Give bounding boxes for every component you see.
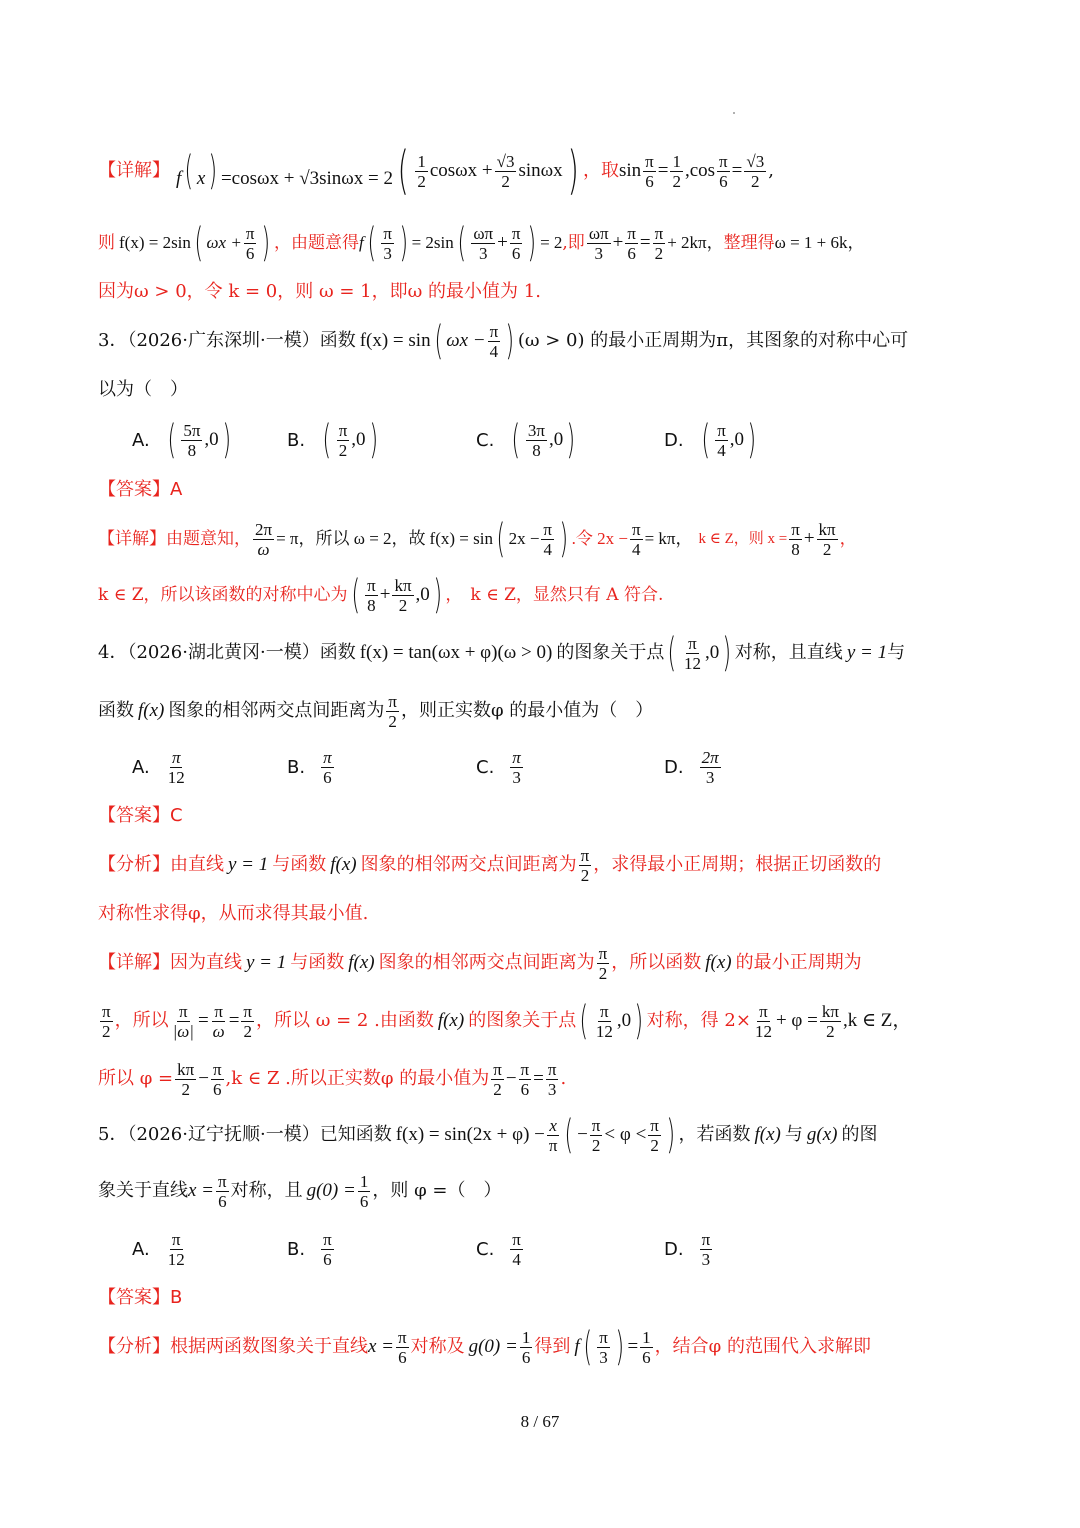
q4-answer: 【答案】 C — [98, 805, 183, 826]
frac-sqrt3-2: $\frac{√3}{2}$ — [496, 151, 515, 191]
q5-stem-line-2: 象关于直线 x = $\frac{\pi}{6}$ 对称，且 g(0) = $\frac{1}{6}$ ，则 φ =（ ） — [98, 1171, 502, 1211]
page-number: 8 / 67 — [520, 1412, 560, 1431]
q4-detail-line-1: 【详解】 因为直线 y = 1 与函数 f(x) 图象的相邻两交点间距离为 π 2 ，所以函数 f(x) 的最小正周期为 — [98, 943, 862, 983]
q3-stem-line-2: 以为（ ） — [98, 379, 188, 400]
stray-dot — [733, 112, 735, 114]
q5-answer: 【答案】 B — [98, 1287, 183, 1308]
q3-answer: 【答案】 A — [98, 479, 183, 500]
q3-stem-line-1: 3．（2026·广东深圳·一模）函数 f(x) = sin ( ωx − $\frac{\pi}{4}$ ) (ω > 0) 的最小正周期为π，其图象的对称中心可 — [98, 318, 909, 364]
q4-analysis-line-2: 对称性求得φ，从而求得其最小值. — [98, 903, 369, 924]
text: ，取 — [582, 160, 619, 181]
expr: =cosωx + √3sinωx = 2 — [220, 168, 394, 189]
q3-option-b[interactable]: B. ( π 2 ,0 ) — [287, 417, 378, 463]
detail-tag: 【详解】 — [98, 160, 170, 181]
q4-detail-line-3: 所以 φ = $\frac{k\pi}{2}$ − $\frac{\pi}{6}$ ,k ∈ Z .所以正实数φ 的最小值为 π 2 − $\frac{\pi}{6}$ = $\frac{\pi}{3}$ . — [98, 1059, 567, 1099]
q2-detail-line-3: 因为ω > 0，令 k = 0，则 ω = 1，即ω 的最小值为 1. — [98, 281, 541, 302]
q5-stem-line-1: 5．（2026·辽宁抚顺·一模）已知函数 f(x) = sin(2x + φ) − $\frac{x}{\pi}$ ( − $\frac{\pi}{2}$ < φ < π 2 ) ，若函数 f(x) 与 g(x) 的图 — [98, 1112, 878, 1158]
q2-detail-line-1: 【详解】 f( x) =cosωx + √3sinωx = 2 ( 1 2 cosωx + $\frac{√3}{2}$ sinωx ) ，取 sin $\frac{\pi}{6}$ = $\frac{1}{2}$ ,cos $\frac{\pi}{6}$ = $\frac{√3}{2}$ , — [98, 141, 774, 201]
q4-stem-line-1: 4．（2026·湖北黄冈·一模）函数 f(x) = tan(ωx + φ)(ω > 0) 的图象关于点 ( π 12 ,0 ) 对称，且直线 y = 1 与 — [98, 630, 906, 676]
frac-1-2: 1 2 — [417, 151, 426, 191]
q4-stem-line-2: 函数 f(x) 图象的相邻两交点间距离为 π 2 ，则正实数φ 的最小值为（ ） — [98, 691, 654, 731]
q4-option-b[interactable]: B. π 6 — [287, 747, 332, 787]
q4-option-c[interactable]: C. π 3 — [476, 747, 521, 787]
q3-option-a[interactable]: A. ( 5π 8 ,0 ) — [132, 417, 231, 463]
q3-detail-line-1: 【详解】 由题意知， $\frac{2\pi}{\omega}$ = π，所以 ω = 2，故 f(x) = sin ( 2x − $\frac{\pi}{4}$ ) .令 2x − $\frac{\pi}{4}$ = kπ， k ∈ Z，则 x = $\frac{\pi}{8}$ + $\frac{k\pi}{2}$ ， — [98, 516, 857, 562]
expr: sinωx — [518, 160, 563, 181]
q3-option-c[interactable]: C. ( 3π 8 ,0 ) — [476, 417, 576, 463]
q4-option-d[interactable]: D. 2π 3 — [664, 747, 719, 787]
q5-option-d[interactable]: D. π 3 — [664, 1229, 711, 1269]
f-symbol: f — [176, 168, 182, 189]
q5-option-b[interactable]: B. π 6 — [287, 1229, 332, 1269]
q2-detail-line-2: 则 f(x) = 2sin ( ωx + $\frac{\pi}{6}$ ) ，由题意得 f ( π 3 ) = 2sin ( ωπ 3 + $\frac{\pi}{6}$ ) = 2 ,即 ωπ 3 + $\frac{\pi}{6}$ = $\frac{\pi}{2}$ + 2kπ， 整理得 ω = 1 + 6k， — [98, 220, 865, 266]
q3-option-d[interactable]: D. ( π 4 ,0 ) — [664, 417, 757, 463]
q5-option-a[interactable]: A. π 12 — [132, 1229, 185, 1269]
q4-detail-line-2: π 2 ，所以 $\frac{\pi}{|\omega|}$ = $\frac{\pi}{\omega}$ = $\frac{\pi}{2}$ ，所以 ω = 2 .由函数 f(x) 的图象关于点 ( π 12 ,0 ) 对称，得 2× $\frac{\pi}{12}$ + φ = $\frac{k\pi}{2}$ ,k ∈ Z， — [102, 998, 912, 1044]
q5-option-c[interactable]: C. π 4 — [476, 1229, 521, 1269]
q5-analysis-line-1: 【分析】 根据两函数图象关于直线 x = $\frac{\pi}{6}$ 对称及 g(0) = $\frac{1}{6}$ 得到 f ( π 3 ) = $\frac{1}{6}$ ，结合φ 的范围代入求解即 — [98, 1324, 871, 1370]
q4-analysis-line-1: 【分析】 由直线 y = 1 与函数 f(x) 图象的相邻两交点间距离为 π 2 ，求得最小正周期；根据正切函数的 — [98, 845, 882, 885]
expr: cosωx + — [429, 160, 493, 181]
q4-option-a[interactable]: A. π 12 — [132, 747, 185, 787]
q3-detail-line-2: k ∈ Z，所以该函数的对称中心为 ( π 8 + $\frac{k\pi}{2}$ ,0 ) ， k ∈ Z，显然只有 A 符合. — [98, 572, 664, 618]
